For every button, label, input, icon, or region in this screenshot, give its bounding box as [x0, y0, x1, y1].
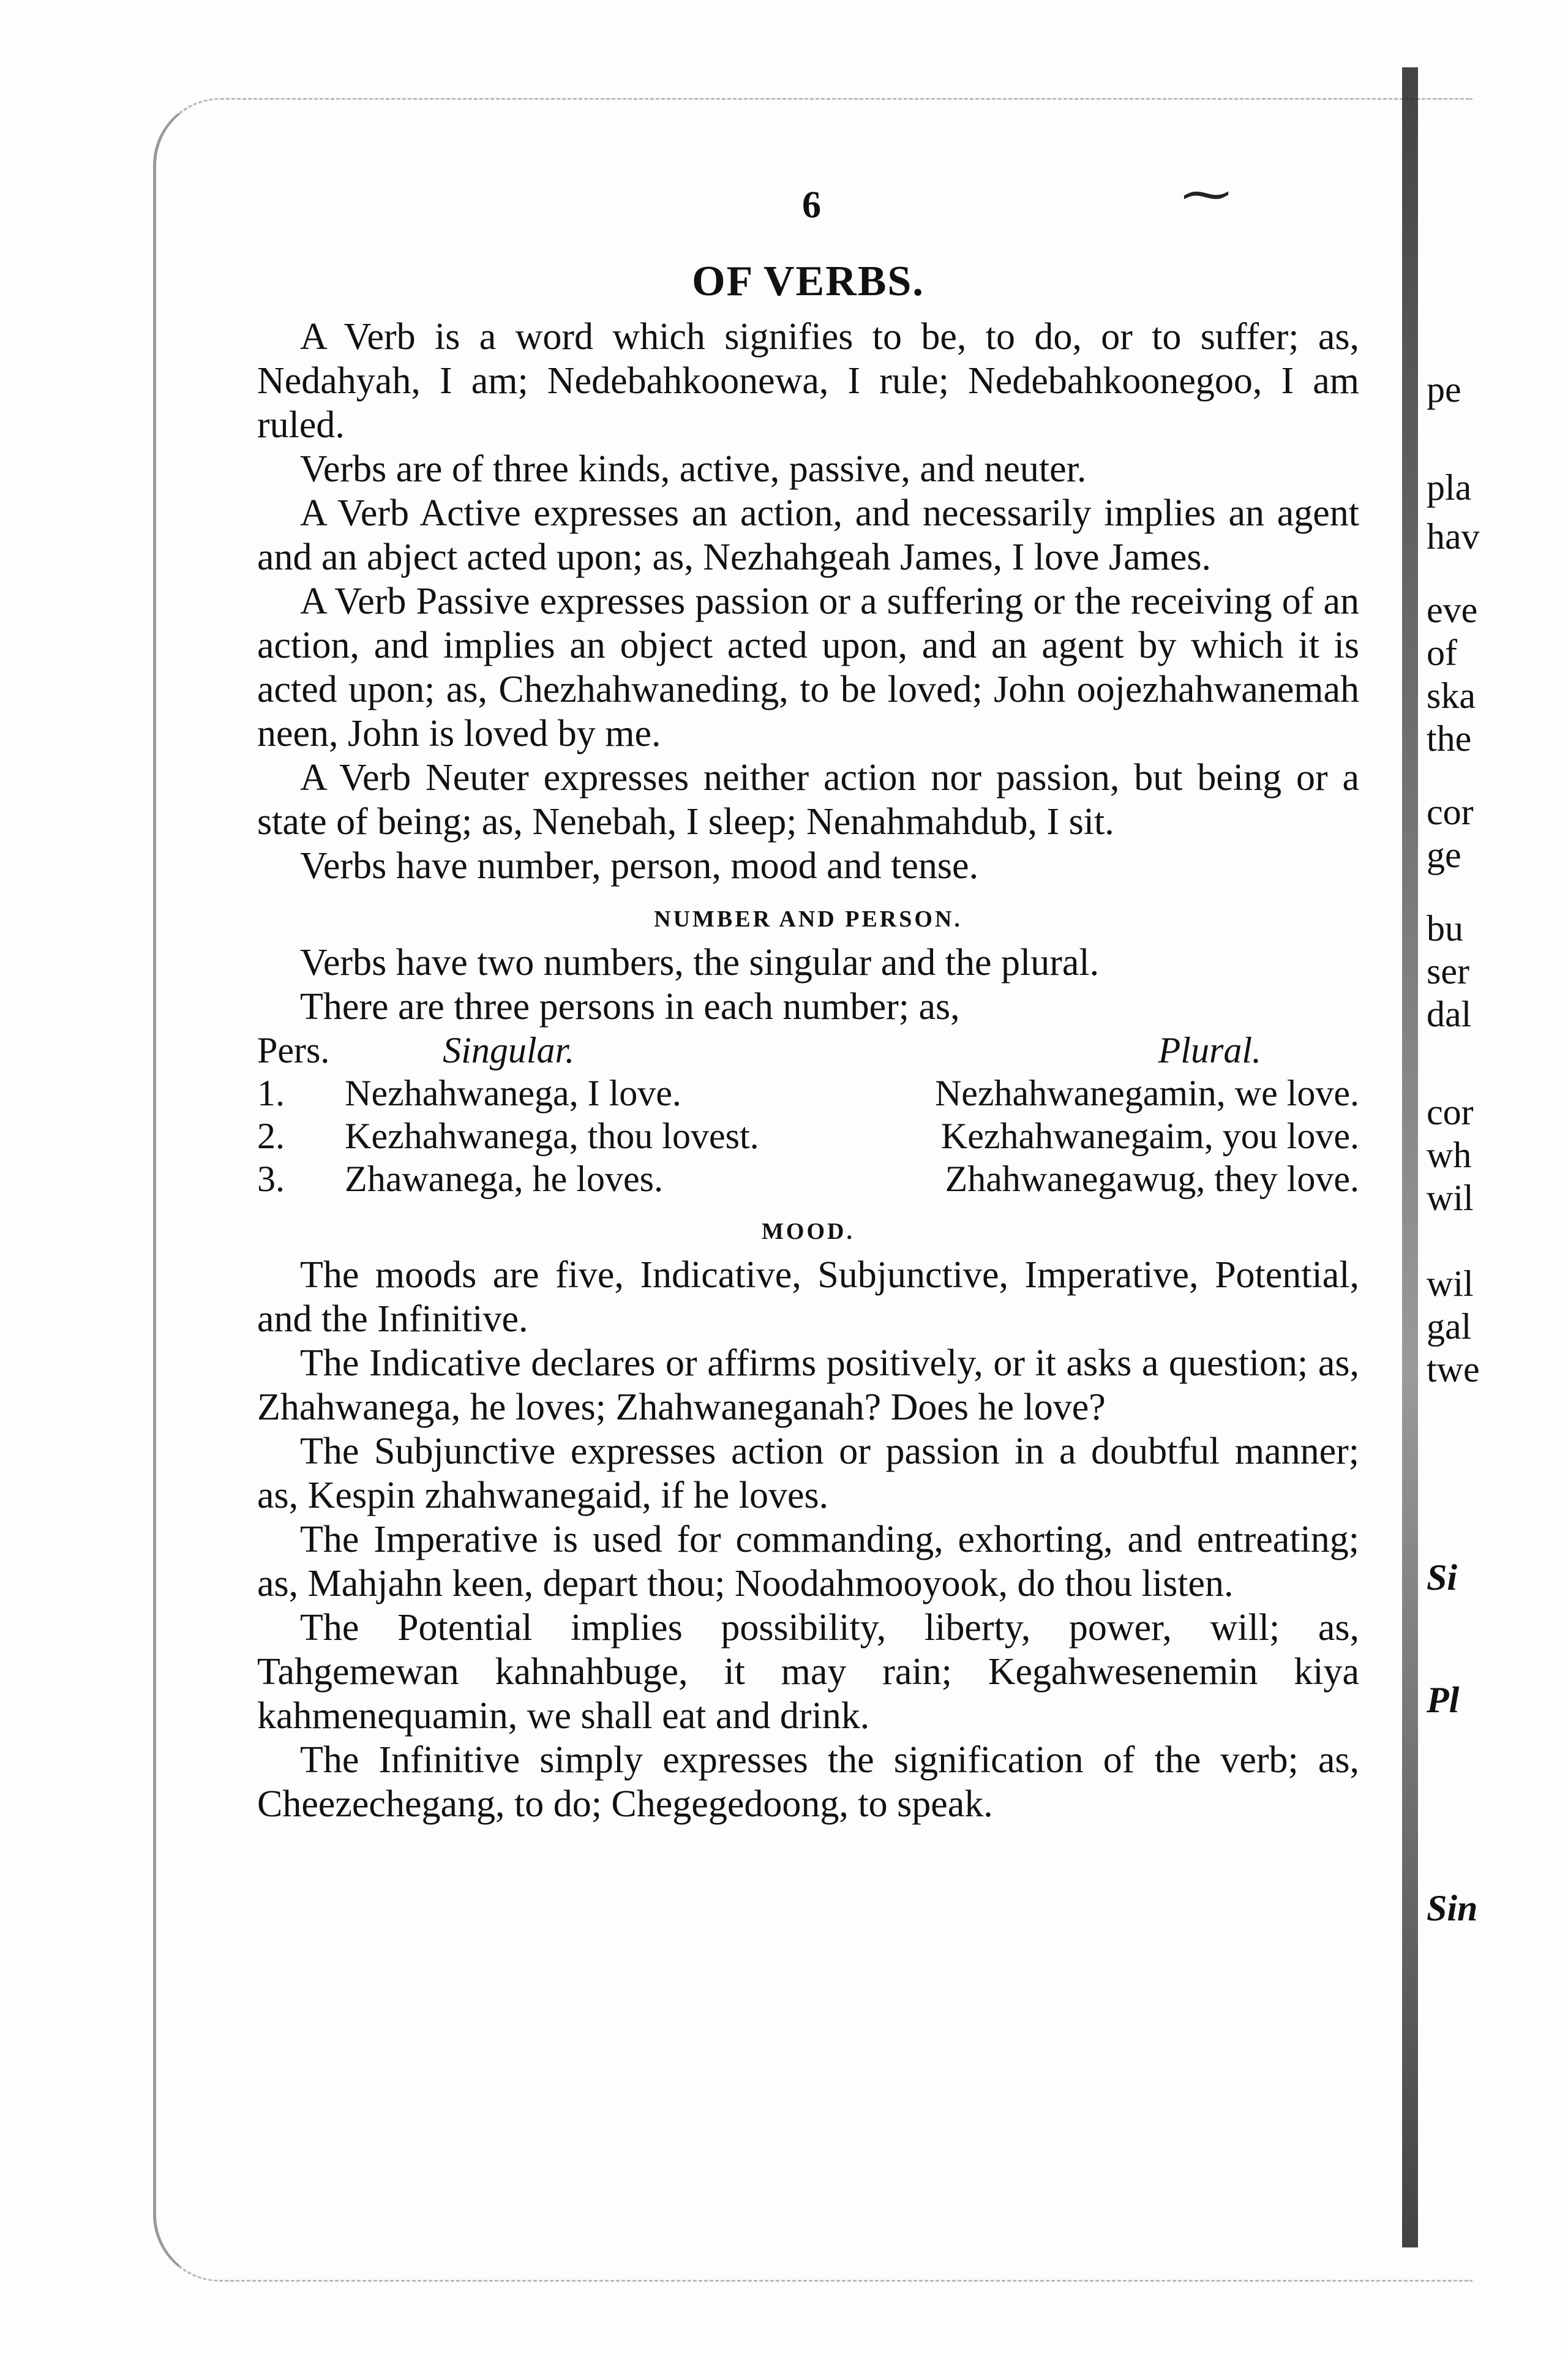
paragraph: The moods are five, Indicative, Subjunctive, Imperative, Potential, and the Infinitive. — [257, 1254, 1359, 1340]
singular-cell: Kezhahwanega, thou lovest. — [345, 1116, 759, 1156]
paragraph: A Verb Passive expresses passion or a suffering or the receiving of an action, and implies an object acted upon, and an agent by which it is acted upon; as, Chezhahwaneding, to be loved; John oojezhahwanemah neen, John is loved by me. — [257, 581, 1359, 754]
main-text-column — [257, 257, 1359, 1826]
person-cell: 1. — [257, 1073, 285, 1113]
margin-fragment: eve — [1427, 590, 1478, 630]
table-row — [257, 1157, 1359, 1200]
paragraph: The Imperative is used for commanding, exhorting, and entreating; as, Mahjahn keen, depart thou; Noodahmooyook, do thou listen. — [257, 1519, 1359, 1604]
section-heading-number-person: NUMBER AND PERSON. — [654, 906, 962, 932]
table-row — [257, 1115, 1359, 1157]
plural-cell: Nezhahwanegamin, we love. — [934, 1073, 1359, 1113]
margin-fragment: Sin — [1427, 1888, 1478, 1928]
paragraph: Verbs are of three kinds, active, passive, and neuter. — [300, 448, 1087, 490]
table-header-row — [257, 1029, 1359, 1072]
margin-fragment: ser — [1427, 951, 1469, 991]
margin-fragment: cor — [1427, 792, 1474, 832]
paragraph: The Indicative declares or affirms positively, or it asks a question; as, Zhahwanega, he loves; Zhahwaneganah? Does he love? — [257, 1342, 1359, 1428]
conjugation-table — [257, 1029, 1359, 1200]
header-person: Pers. — [257, 1030, 330, 1070]
margin-fragment: Si — [1427, 1557, 1458, 1598]
paragraph: The Potential implies possibility, liberty, power, will; as, Tahgemewan kahnahbuge, it may rain; Kegahwesenemin kiya kahmenequamin, we shall eat and drink. — [257, 1607, 1359, 1737]
paragraph: A Verb Active expresses an action, and necessarily implies an agent and an abject acted upon; as, Nezhahgeah James, I love James. — [257, 492, 1359, 578]
plural-cell: Zhahwanegawug, they love. — [945, 1159, 1359, 1199]
margin-fragment: pla — [1427, 467, 1472, 508]
ornament-flourish: ⁓ — [1182, 168, 1231, 222]
page-number: 6 — [802, 184, 821, 226]
margin-fragment: ge — [1427, 835, 1461, 875]
plural-cell: Kezhahwanegaim, you love. — [940, 1116, 1359, 1156]
margin-fragment: the — [1427, 718, 1472, 759]
table-row — [257, 1072, 1359, 1115]
margin-fragment: bu — [1427, 908, 1463, 949]
person-cell: 2. — [257, 1116, 285, 1156]
paragraph: A Verb is a word which signifies to be, to do, or to suffer; as, Nedahyah, I am; Nedebahkoonewa, I rule; Nedebahkoonegoo, I am ruled. — [257, 316, 1359, 446]
section-heading-mood: MOOD. — [762, 1219, 855, 1244]
paragraph: There are three persons in each number; as, — [300, 986, 960, 1028]
margin-fragment: hav — [1427, 516, 1480, 557]
paragraph: The Subjunctive expresses action or passion in a doubtful manner; as, Kespin zhahwanegaid, if he loves. — [257, 1431, 1359, 1516]
book-binding-shadow — [1402, 67, 1418, 2247]
intro-section — [257, 315, 1359, 888]
margin-fragment: wh — [1427, 1135, 1472, 1175]
paragraph: Verbs have two numbers, the singular and the plural. — [300, 942, 1100, 983]
margin-fragment: wil — [1427, 1263, 1474, 1304]
header-singular: Singular. — [443, 1030, 575, 1070]
margin-fragment: pe — [1427, 369, 1461, 410]
margin-fragment: dal — [1427, 994, 1472, 1034]
paragraph: A Verb Neuter expresses neither action nor passion, but being or a state of being; as, Nenebah, I sleep; Nenahmahdub, I sit. — [257, 757, 1359, 843]
margin-fragment: of — [1427, 633, 1457, 673]
paragraph: Verbs have number, person, mood and tense. — [300, 845, 979, 887]
singular-cell: Zhawanega, he loves. — [345, 1159, 663, 1199]
margin-fragment: ska — [1427, 675, 1476, 716]
page-title: OF VERBS. — [692, 258, 925, 305]
header-plural: Plural. — [1158, 1030, 1261, 1070]
margin-fragment: wil — [1427, 1178, 1474, 1218]
margin-fragment: cor — [1427, 1092, 1474, 1132]
margin-fragment: Pl — [1427, 1680, 1460, 1720]
margin-fragment: gal — [1427, 1306, 1472, 1347]
person-cell: 3. — [257, 1159, 285, 1199]
singular-cell: Nezhahwanega, I love. — [345, 1073, 681, 1113]
paragraph: The Infinitive simply expresses the signification of the verb; as, Cheezechegang, to do; Chegegedoong, to speak. — [257, 1739, 1359, 1825]
margin-fragment: twe — [1427, 1349, 1480, 1389]
